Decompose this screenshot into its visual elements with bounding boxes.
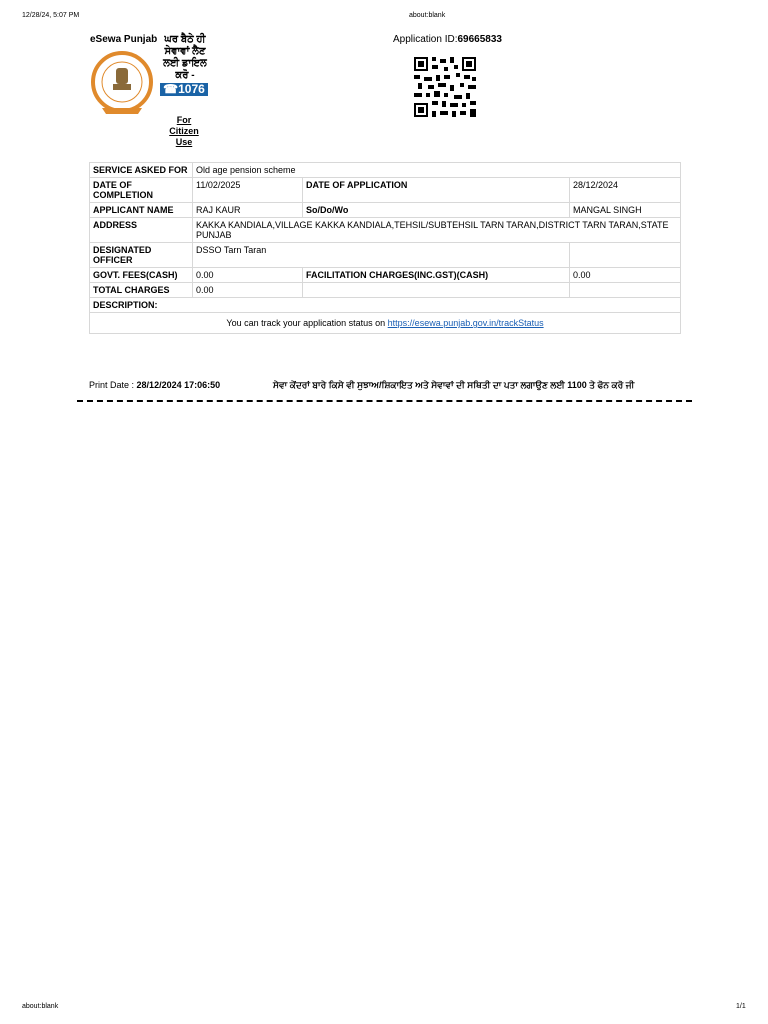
print-date <box>89 380 220 390</box>
print-date-value: 28/12/2024 17:06:50 <box>136 380 221 390</box>
qr-code-icon <box>412 55 478 119</box>
footer-page-number: 1/1 <box>736 1003 746 1010</box>
designated-officer-value: DSSO Tarn Taran <box>193 243 570 268</box>
track-status-cell <box>90 313 681 334</box>
facilitation-charges-value: 0.00 <box>570 268 681 283</box>
helpline-badge <box>160 83 208 96</box>
track-status-link[interactable]: https://esewa.punjab.gov.in/trackStatus <box>387 318 544 328</box>
application-id-label: Application ID: <box>393 34 458 45</box>
address-value: KAKKA KANDIALA,VILLAGE KAKKA KANDIALA,TEHSIL/SUBTEHSIL TARN TARAN,DISTRICT TARN TARAN,STATE PUNJAB <box>193 218 681 243</box>
table-row <box>90 203 681 218</box>
relation-value: MANGAL SINGH <box>570 203 681 218</box>
brand-name: eSewa Punjab <box>90 34 158 45</box>
footer-url: about:blank <box>22 1003 59 1010</box>
date-of-completion-label: DATE OF COMPLETION <box>90 178 193 203</box>
address-label: ADDRESS <box>90 218 193 243</box>
applicant-name-value: RAJ KAUR <box>193 203 303 218</box>
punjabi-tagline: ਘਰ ਬੈਠੇ ਹੀ ਸੇਵਾਵਾਂ ਲੈਣ ਲਈ ਡਾਇਲ ਕਰੋ - <box>163 34 207 81</box>
applicant-name-label: APPLICANT NAME <box>90 203 193 218</box>
table-row <box>90 298 681 313</box>
date-of-application-label: DATE OF APPLICATION <box>303 178 570 203</box>
table-row <box>90 283 681 298</box>
application-id <box>393 34 502 45</box>
application-id-value: 69665833 <box>457 34 502 45</box>
application-details-table <box>89 162 681 334</box>
table-row <box>90 243 681 268</box>
date-of-application-value: 28/12/2024 <box>570 178 681 203</box>
relation-label: So/Do/Wo <box>303 203 570 218</box>
date-of-completion-value: 11/02/2025 <box>193 178 303 203</box>
service-asked-label: SERVICE ASKED FOR <box>90 163 193 178</box>
table-row <box>90 218 681 243</box>
print-datetime: 12/28/24, 5:07 PM <box>22 12 80 19</box>
phone-icon: ☎ <box>163 82 179 96</box>
govt-fees-value: 0.00 <box>193 268 303 283</box>
description-label: DESCRIPTION: <box>90 298 681 313</box>
total-charges-label: TOTAL CHARGES <box>90 283 193 298</box>
designated-officer-label: DESIGNATED OFFICER <box>90 243 193 268</box>
table-row <box>90 178 681 203</box>
total-charges-value: 0.00 <box>193 283 303 298</box>
table-row <box>90 268 681 283</box>
govt-fees-label: GOVT. FEES(CASH) <box>90 268 193 283</box>
helpline-number: 1076 <box>178 82 205 96</box>
punjab-seal-icon <box>88 50 156 118</box>
table-row <box>90 163 681 178</box>
service-asked-value: Old age pension scheme <box>193 163 681 178</box>
print-title: about:blank <box>409 12 446 19</box>
facilitation-charges-label: FACILITATION CHARGES(INC.GST)(CASH) <box>303 268 570 283</box>
citizen-use-label: For Citizen Use <box>169 115 199 147</box>
track-status-text: You can track your application status on <box>226 318 386 328</box>
dashed-divider <box>77 400 692 402</box>
table-row <box>90 313 681 334</box>
punjabi-footer-note: ਸੇਵਾ ਕੇਂਦਰਾਂ ਬਾਰੇ ਕਿਸੇ ਵੀ ਸੁਝਾਅ/ਸ਼ਿਕਾਇਤ ਅਤੇ ਸੇਵਾਵਾਂ ਦੀ ਸਥਿਤੀ ਦਾ ਪਤਾ ਲਗਾਉਣ ਲਈ 1100 ਤੇ ਫੋਨ ਕਰੋ ਜੀ <box>273 380 635 390</box>
print-date-label: Print Date : <box>89 380 135 390</box>
